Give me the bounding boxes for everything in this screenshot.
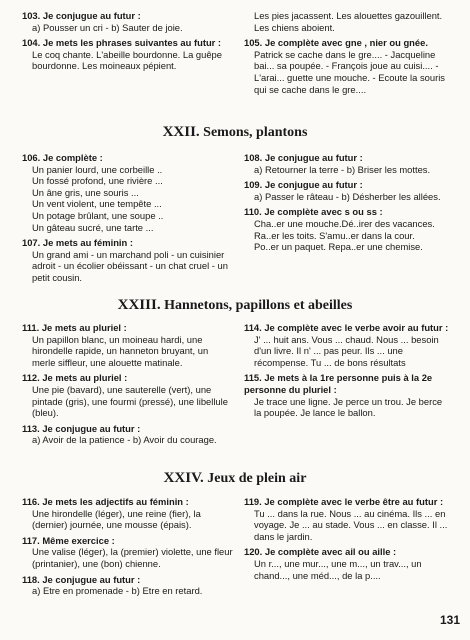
exercise-109: 109. Je conjugue au futur : a) Passer le râteau - b) Désherber les allées.: [244, 179, 441, 202]
exercise-104: 104. Je mets les phrases suivantes au futur : Le coq chante. L'abeille bourdonne. La guêpe bourdonne. Les moineaux pépient.: [22, 37, 222, 72]
exercise-116: 116. Je mets les adjectifs au féminin : Une hirondelle (léger), une reine (fier), la (dernier) journée, une mousse (épais).: [22, 496, 201, 531]
exercise-114: 114. Je complète avec le verbe avoir au futur : J' ... huit ans. Vous ... chaud. Nous ... besoin d'un livre. Il n' ... pas peur. Ils ... une récompense. Tu ... de bons résultats: [244, 322, 449, 368]
exercise-103: 103. Je conjugue au futur : a) Pousser un cri - b) Sauter de joie.: [22, 10, 183, 33]
page-number: 131: [439, 613, 460, 627]
exercise-106: 106. Je complète : Un panier lourd, une corbeille .. Un fossé profond, une rivière ... Un âne gris, une souris ... Un vent violent, une tempête ... Un potage brûlant, une soupe .. Un gâteau sucré, une tarte ...: [22, 152, 164, 233]
section-0-left: [22, 10, 234, 72]
section-title-xxii: XXII. Semons, plantons: [162, 124, 308, 140]
section-2-right: [244, 322, 452, 419]
section-3-right: [244, 496, 452, 581]
exercise-112: 112. Je mets au pluriel : Une pie (bavard), une sauterelle (vert), une pintade (gris), une fourmi (pressé), une libellule (bleu).: [22, 372, 228, 419]
exercise-104-continued: Les pies jacassent. Les alouettes gazouillent. Les chiens aboient.: [254, 10, 443, 33]
exercise-117: 117. Même exercice : Une valise (léger), la (premier) violette, une fleur (printanier), une (bon) chienne.: [22, 534, 233, 569]
exercise-118: 118. Je conjugue au futur : a) Etre en promenade - b) Etre en retard.: [22, 573, 203, 597]
section-2-left: [22, 322, 234, 446]
section-3-left: [22, 496, 234, 597]
exercise-110: 110. Je complète avec s ou ss : Cha..er une mouche.Dé..irer des vacances. Ra..er les toits. S'amu..er dans la cour. Po..er un paquet. Repa..er une chemise.: [244, 206, 435, 253]
exercise-111: 111. Je mets au pluriel : Un papillon blanc, un moineau hardi, une hirondelle rapide, un hanneton bruyant, un merle siffleur, une alouette matinale.: [22, 322, 209, 368]
section-1-right: [244, 152, 452, 253]
exercise-113: 113. Je conjugue au futur : a) Avoir de la patience - b) Avoir du courage.: [22, 422, 217, 446]
exercise-108: 108. Je conjugue au futur : a) Retourner la terre - b) Briser les mottes.: [244, 152, 431, 175]
section-1-left: [22, 152, 234, 284]
section-title-xxiv: XXIV. Jeux de plein air: [163, 470, 307, 486]
exercise-115: 115. Je mets à la 1re personne puis à la 2e personne du pluriel : Je trace une ligne. Je perce un trou. Je berce la poupée. Je lance le ballon.: [244, 372, 443, 419]
exercise-107: 107. Je mets au féminin : Un grand ami - un marchand poli - un cuisinier adroit - un écolier obéissant - un chat cruel - un petit cousin.: [22, 237, 228, 283]
section-0-right: [244, 10, 452, 95]
exercise-119: 119. Je complète avec le verbe être au futur : Tu ... dans la rue. Nous ... au cinéma. Ils ... en voyage. Je ... au stade. Vous ... en classe. Il ... dans le jardin.: [244, 496, 448, 542]
exercise-105: 105. Je complète avec gne , nier ou gnée. Patrick se cache dans le gre.... - Jacqueline bai... sa poupée. - François joue au cuisi.... - L'arai... guette une mouche. - Ecoute la souris qui se cache dans le gre....: [244, 37, 445, 95]
exercise-120: 120. Je complète avec ail ou aille : Un r..., une mur..., une m..., un trav..., un chand..., une méd..., de la p....: [244, 546, 422, 581]
section-title-xxiii: XXIII. Hannetons, papillons et abeilles: [117, 297, 353, 313]
